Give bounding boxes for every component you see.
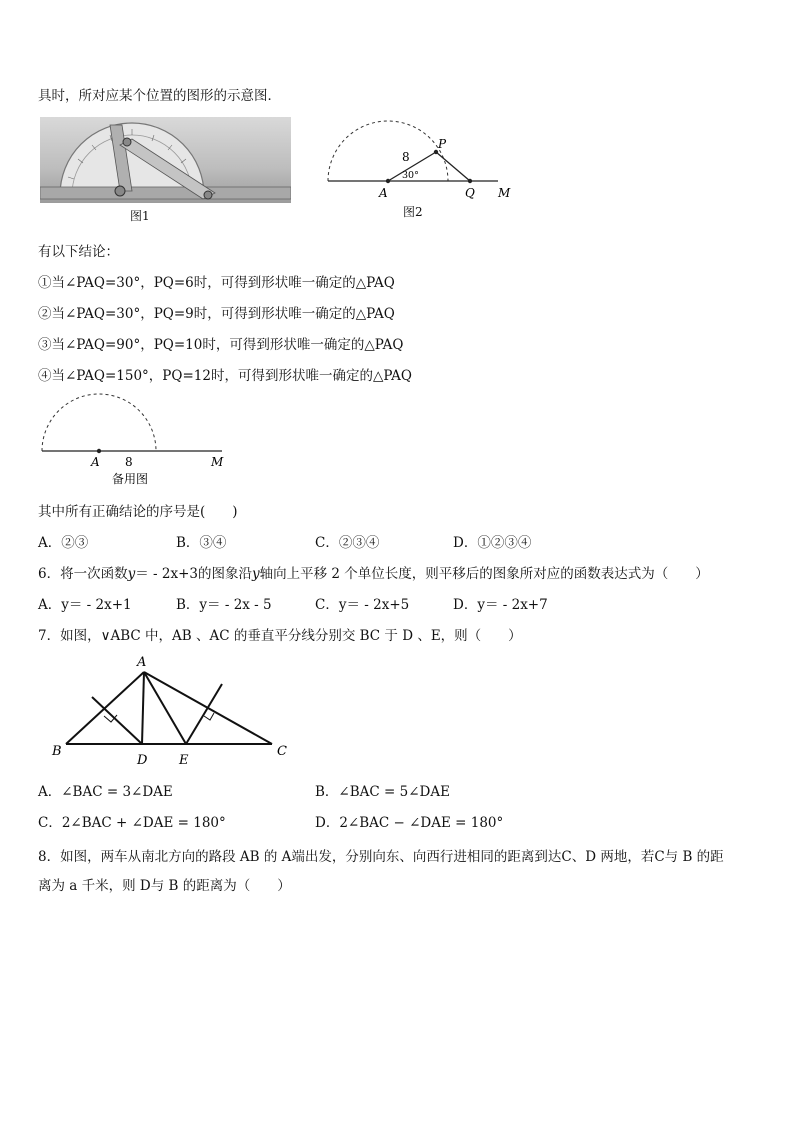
spare-label-8: 8 (125, 455, 133, 469)
q7-option-b[interactable]: B．∠BAC = 5∠DAE (315, 784, 450, 800)
label-Q: Q (465, 186, 475, 200)
intro-text: 具时，所对应某个位置的图形的示意图． (38, 88, 281, 104)
spare-label-M: M (211, 455, 224, 469)
q6-option-c-expr: y＝ - 2x+5 (338, 597, 410, 613)
q8-question-line-2: 离为 a 千米，则 D与 B 的距离为（ ） (38, 878, 291, 894)
perpendicular-bisector-AC (186, 684, 222, 744)
figure-1-photo (40, 117, 291, 203)
q6-option-b[interactable] (176, 593, 272, 613)
spare-figure-diagram (38, 393, 238, 488)
segment-PQ (436, 152, 470, 181)
label-M: M (498, 186, 511, 200)
right-angle-mark-2 (204, 713, 214, 720)
q6-text-a: 6．将一次函数 (38, 566, 128, 582)
conclusion-4: ④当∠PAQ=150°，PQ=12时，可得到形状唯一确定的△PAQ (38, 368, 412, 384)
q6-text-c: ＝ - 2x+3的图象沿 (135, 566, 252, 582)
q7-label-A: A (137, 655, 147, 670)
q7-option-a[interactable]: A．∠BAC = 3∠DAE (38, 784, 173, 800)
q6-option-d-expr: y＝ - 2x+7 (477, 597, 548, 613)
q6-text-e: 轴向上平移 2 个单位长度，则平移后的图象所对应的函数表达式为（ ） (259, 566, 709, 582)
protractor-tool-image (40, 117, 291, 203)
figure-2-caption: 图2 (403, 205, 423, 219)
q7-label-C: C (277, 744, 287, 759)
spare-figure-caption: 备用图 (112, 472, 149, 486)
perpendicular-bisector-AB (92, 697, 142, 744)
point-Q (468, 179, 472, 183)
q6-option-c[interactable] (315, 593, 409, 613)
q6-option-c-letter: C． (315, 597, 339, 613)
q7-label-E: E (179, 753, 189, 768)
q6-axis-y: y (251, 566, 260, 582)
q8-question-line-1: 8．如图，两车从南北方向的路段 AB 的 A端出发，分别向东、向西行进相同的距离到达C、D 两地，若C与 B 的距 (38, 849, 724, 865)
q6-option-d[interactable] (453, 593, 548, 613)
figure-2-arc (328, 121, 448, 181)
q6-option-b-letter: B． (176, 597, 200, 613)
label-length-8: 8 (402, 150, 410, 164)
q6-option-d-letter: D． (453, 597, 478, 613)
label-A: A (379, 186, 388, 200)
point-A (386, 179, 390, 183)
spare-point-A (97, 449, 101, 453)
q5-option-d[interactable]: D．①②③④ (453, 535, 532, 551)
conclusions-title: 有以下结论： (38, 244, 119, 260)
conclusion-3: ③当∠PAQ=90°，PQ=10时，可得到形状唯一确定的△PAQ (38, 337, 404, 353)
conclusion-2: ②当∠PAQ=30°，PQ=9时，可得到形状唯一确定的△PAQ (38, 306, 395, 322)
q6-option-a[interactable] (38, 593, 132, 613)
label-angle-30: 30° (402, 170, 419, 181)
conclusion-1: ①当∠PAQ=30°，PQ=6时，可得到形状唯一确定的△PAQ (38, 275, 395, 291)
label-P: P (438, 137, 447, 151)
q5-option-a[interactable]: A．②③ (38, 535, 89, 551)
spare-figure-arc (42, 394, 156, 451)
q6-option-a-expr: y＝ - 2x+1 (61, 597, 132, 613)
q6-option-b-expr: y＝ - 2x - 5 (199, 597, 272, 613)
spare-label-A: A (91, 455, 100, 469)
q5-option-c[interactable]: C．②③④ (315, 535, 380, 551)
q6-question (38, 562, 709, 582)
q7-label-B: B (52, 744, 62, 759)
q6-var-y: y (127, 566, 136, 582)
q7-question: 7．如图，∨ABC 中，AB 、AC 的垂直平分线分别交 BC 于 D 、E，则（ ） (38, 628, 522, 644)
figure-1-caption: 图1 (130, 209, 150, 223)
q5-option-b[interactable]: B．③④ (176, 535, 227, 551)
q7-label-D: D (137, 753, 148, 768)
segment-AD (142, 672, 144, 744)
q7-option-d[interactable]: D．2∠BAC − ∠DAE = 180° (315, 815, 504, 831)
q7-triangle-diagram (48, 652, 298, 770)
q5-prompt: 其中所有正确结论的序号是( ) (38, 504, 238, 520)
q6-option-a-letter: A． (38, 597, 62, 613)
q7-option-c[interactable]: C．2∠BAC + ∠DAE = 180° (38, 815, 226, 831)
